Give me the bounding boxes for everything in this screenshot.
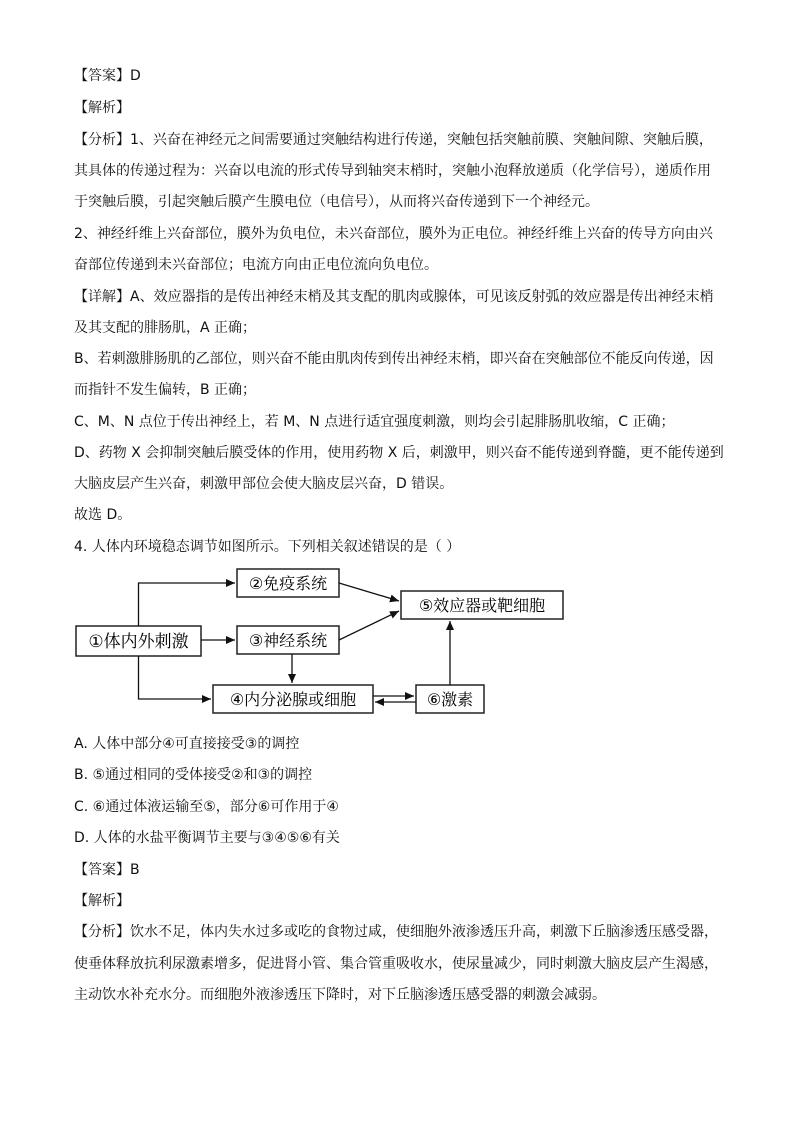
q3-analysis-line: 2、神经纤维上兴奋部位，膜外为负电位，未兴奋部位，膜外为正电位。神经纤维上兴奋的传导方向由兴 xyxy=(74,226,713,242)
arrow-immune-to-effector xyxy=(339,583,399,601)
q3-detail-line: 【详解】A、效应器指的是传出神经末梢及其支配的肌肉或腺体，可见该反射弧的效应器是传出神经末梢 xyxy=(74,289,714,305)
q4-option-c: C. ⑥通过体液运输至⑤，部分⑥可作用于④ xyxy=(74,799,339,815)
diagram-box-immune-system xyxy=(237,569,339,597)
q3-detail-line: B、若刺激腓肠肌的乙部位，则兴奋不能由肌肉传到传出神经末梢，即兴奋在突触部位不能反向传递，因 xyxy=(74,351,714,367)
svg-text:④内分泌腺或细胞: ④内分泌腺或细胞 xyxy=(229,690,357,709)
q3-detail-line: C、M、N 点位于传出神经上，若 M、N 点进行适宜强度刺激，则均会引起腓肠肌收缩，C 正确； xyxy=(74,414,675,430)
arrow-nervous-to-effector xyxy=(339,611,399,640)
q4-analysis-line: 使垂体释放抗利尿激素增多，促进肾小管、集合管重吸收水，使尿量减少，同时刺激大脑皮层产生渴感， xyxy=(74,956,718,972)
q3-detail-line: D、药物 X 会抑制突触后膜受体的作用，使用药物 X 后，刺激甲，则兴奋不能传递到脊髓，更不能传递到 xyxy=(74,445,724,461)
diagram-box-endocrine xyxy=(213,685,373,713)
q3-detail-line: 大脑皮层产生兴奋，刺激甲部位会使大脑皮层兴奋，D 错误。 xyxy=(74,476,454,492)
q4-explanation-heading: 【解析】 xyxy=(74,893,130,909)
q4-stem: 4. 人体内环境稳态调节如图所示。下列相关叙述错误的是（ ） xyxy=(74,539,461,555)
svg-text:③神经系统: ③神经系统 xyxy=(248,631,328,650)
q4-option-b: B. ⑤通过相同的受体接受②和③的调控 xyxy=(74,767,313,783)
q4-answer: 【答案】B xyxy=(74,862,140,878)
q3-conclusion: 故选 D。 xyxy=(74,507,132,523)
q4-analysis-line: 【分析】饮水不足，体内失水过多或吃的食物过咸，使细胞外液渗透压升高，刺激下丘脑渗透压感受器， xyxy=(74,924,718,940)
q3-answer: 【答案】D xyxy=(74,68,141,84)
diagram-box-hormone xyxy=(416,685,484,713)
q3-detail-line: 及其支配的腓肠肌，A 正确； xyxy=(74,320,257,336)
arrow-stimulus-to-immune xyxy=(139,583,236,626)
q3-analysis-line: 奋部位传递到未兴奋部位；电流方向由正电位流向负电位。 xyxy=(74,257,438,273)
svg-text:②免疫系统: ②免疫系统 xyxy=(248,574,328,593)
svg-text:⑥激素: ⑥激素 xyxy=(426,690,474,709)
diagram-box-stimulus xyxy=(76,626,201,656)
q4-analysis-line: 主动饮水补充水分。而细胞外液渗透压下降时，对下丘脑渗透压感受器的刺激会减弱。 xyxy=(74,987,606,1003)
q4-option-d: D. 人体的水盐平衡调节主要与③④⑤⑥有关 xyxy=(74,830,340,846)
diagram-box-effector xyxy=(401,591,563,619)
diagram-box-nervous-system xyxy=(237,626,339,654)
svg-text:⑤效应器或靶细胞: ⑤效应器或靶细胞 xyxy=(418,596,546,615)
q3-explanation-heading: 【解析】 xyxy=(74,100,130,116)
arrow-stimulus-to-endocrine xyxy=(139,656,212,699)
q3-analysis-line: 【分析】1、兴奋在神经元之间需要通过突触结构进行传递，突触包括突触前膜、突触间隙、突触后膜， xyxy=(74,132,713,148)
q3-analysis-line: 其具体的传递过程为：兴奋以电流的形式传导到轴突末梢时，突触小泡释放递质（化学信号），递质作用 xyxy=(74,163,711,179)
q4-option-a: A. 人体中部分④可直接接受③的调控 xyxy=(74,736,300,752)
svg-text:①体内外刺激: ①体内外刺激 xyxy=(88,632,189,652)
q3-analysis-line: 于突触后膜，引起突触后膜产生膜电位（电信号），从而将兴奋传递到下一个神经元。 xyxy=(74,194,599,210)
q3-detail-line: 而指针不发生偏转，B 正确； xyxy=(74,382,257,398)
